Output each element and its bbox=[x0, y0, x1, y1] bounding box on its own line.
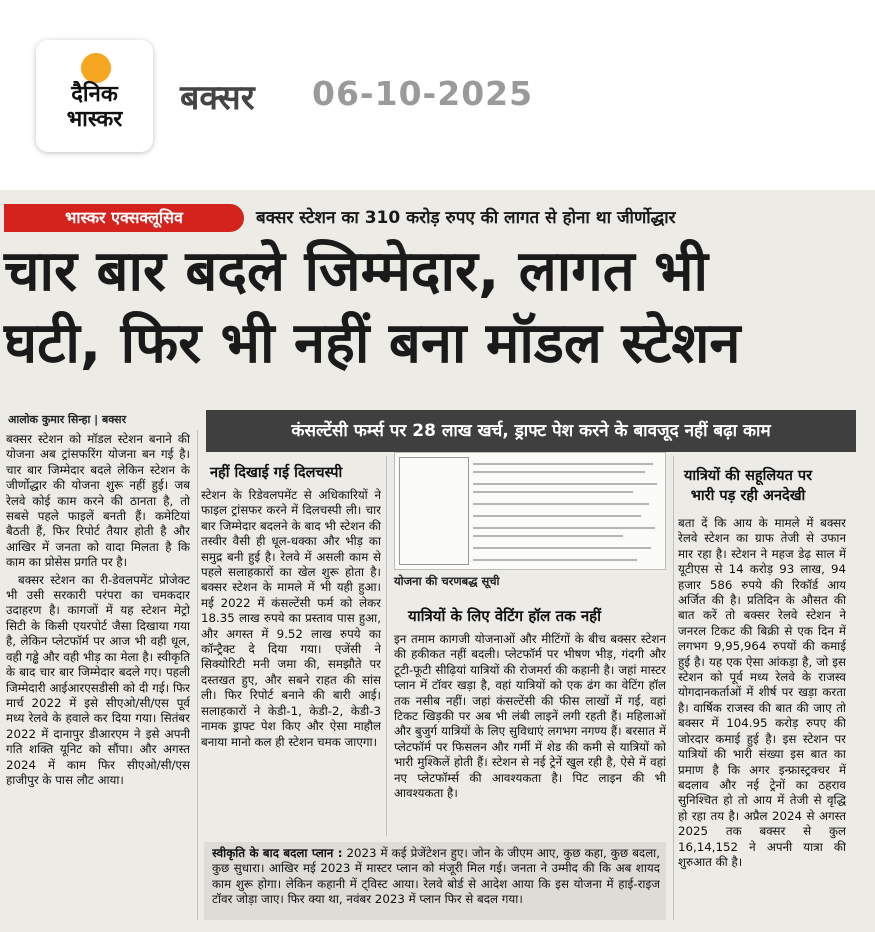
col3-heading: यात्रियों के लिए वेटिंग हॉल तक नहीं bbox=[408, 607, 602, 625]
exclusive-tag: भास्कर एक्सक्लूसिव bbox=[4, 204, 244, 232]
col4-heading-line-2: भारी पड़ रही अनदेखी bbox=[690, 488, 806, 504]
sun-icon bbox=[81, 53, 111, 83]
info-box-body: 2023 में कई प्रेजेंटेशन हुए। जोन के जीएम आए, कुछ कहा, कुछ बदला, कुछ सुधारा। आखिर मई 2023 में मास्टर प्लान को मंजूरी मिल गई। जनता ने उम्मीद की कि अब शायद काम शुरू होगा। लेकिन कहानी में ट्विस्ट आया। रेलवे बोर्ड से आदेश आया कि इस योजना में हाई-राइज टॉवर जोड़ा जाए। फिर क्या था, नवंबर 2023 में प्लान फिर से बदल गया। bbox=[212, 846, 660, 907]
logo-line-1: दैनिक bbox=[71, 82, 118, 107]
paragraph: बक्सर स्टेशन का री-डेवलपमेंट प्रोजेक्ट भी उसी सरकारी परंपरा का चमकदार उदाहरण है। कागजों में यह स्टेशन मेट्रो सिटी के किसी एयरपोर्ट जैसा दिखाया गया है, लेकिन प्लेटफॉर्म पर आज भी वही धूल, वही गड्ढे और वही भीड़ का मेला है। स्वीकृति के बाद चार बार जिम्मेदार बदले गए। पहली जिम्मेदारी आईआरएसडीसी को दी गई। फिर मार्च 2022 में इसे सीएओ/सी/एस पूर्व मध्य रेलवे के हवाले कर दिया गया। सितंबर 2022 में दानापुर डीआरएम ने इसे अपनी गति शक्ति यूनिट को सौंपा। और अगस्त 2024 में काम फिर सीएओ/सी/एस हाजीपुर के पास लौट आया। bbox=[6, 572, 190, 787]
logo-line-2: भास्कर bbox=[66, 107, 123, 132]
col4-heading-line-1: यात्रियों की सहूलियत पर bbox=[684, 468, 813, 484]
column-divider bbox=[197, 430, 198, 920]
paragraph: बक्सर स्टेशन को मॉडल स्टेशन बनाने की योजना अब ट्रांसफरिंग योजना बन गई है। चार बार जिम्मेदार बदले लेकिन स्टेशन के जीर्णोद्धार की योजना शुरू नहीं हुई। जब रेलवे कोई काम करने की ठानता है, तो सबसे पहले फाइलें बनती हैं। कमेटियां बैठती हैं, फिर रिपोर्ट तैयार होती है और आखिर में जनता को वादा मिलता है कि काम का प्रोसेस प्रगति पर है। bbox=[6, 432, 190, 570]
headline-line-2: घटी, फिर भी नहीं बना मॉडल स्टेशन bbox=[4, 311, 741, 376]
logo-wordmark bbox=[36, 82, 153, 132]
column-1 bbox=[6, 432, 190, 922]
city-label: बक्सर bbox=[180, 78, 255, 118]
paragraph: बता दें कि आय के मामले में बक्सर रेलवे स्टेशन का ग्राफ तेजी से उफान मार रहा है। स्टेशन ने महज डेढ़ साल में यूटीएस से 14 करोड़ 93 लाख, 94 हजार 586 रुपये की रिकॉर्ड आय अर्जित की है। प्रतिदिन के औसत की बात करें तो बक्सर रेलवे स्टेशन ने जनरल टिकट की बिक्री से एक दिन में लगभग 9,95,964 रुपयों की कमाई हुई है। यह एक ऐसा आंकड़ा है, जो इस स्टेशन को पूर्व मध्य रेलवे के राजस्व योगदानकर्ताओं में शीर्ष पर खड़ा करता है। वार्षिक राजस्व की बात की जाए तो बक्सर में 104.95 करोड़ रुपए की जोरदार कमाई हुई है। इस स्टेशन पर यात्रियों की भारी संख्या इस बात का प्रमाण है कि अगर इन्फ्रास्ट्रक्चर में बदलाव और नई ट्रेनों का ठहराव सुनिश्चित हो तो आय में तेजी से वृद्धि हो रहा तय है। अप्रैल 2024 से अगस्त 2025 तक बक्सर से कुल 16,14,152 ने अपनी यात्रा की शुरुआत की है। bbox=[678, 516, 846, 869]
column-4 bbox=[678, 516, 846, 920]
col2-heading: नहीं दिखाई गई दिलचस्पी bbox=[210, 465, 343, 481]
app-header bbox=[0, 0, 875, 190]
byline: आलोक कुमार सिन्हा | बक्सर bbox=[8, 413, 127, 426]
dainik-bhaskar-logo[interactable] bbox=[36, 40, 153, 152]
main-headline bbox=[4, 236, 864, 380]
column-divider bbox=[386, 456, 387, 836]
paragraph: इन तमाम कागजी योजनाओं और मीटिंगों के बीच बक्सर स्टेशन की हकीकत नहीं बदली। प्लेटफॉर्म पर भीषण भीड़, गंदगी और टूटी-फूटी सीढ़ियां यात्रियों की रोजमर्रा की कहानी है। जहां मास्टर प्लान में टॉवर खड़ा है, वहां यात्रियों को एक ढंग का वेटिंग हॉल तक नसीब नहीं। जहां कंसल्टेंसी की फीस लाखों में गई, वहां टिकट खिड़की पर अब भी लंबी लाइनें लगी रहती हैं। महिलाओं और बुजुर्ग यात्रियों के लिए सुविधाएं लगभग नगण्य हैं। बरसात में प्लेटफॉर्म पर फिसलन और गर्मी में शेड की कमी से यात्रियों को भारी मुश्किलें होती हैं। स्टेशन से नई ट्रेनें खुल रही है, ऐसे में वहां नए प्लेटफॉर्म्स की आवश्यकता है। पिट लाइन की भी आवश्यकता है। bbox=[394, 632, 666, 801]
subheadline-banner: कंसल्टेंसी फर्म्स पर 28 लाख खर्च, ड्राफ्ट पेश करने के बावजूद नहीं बढ़ा काम bbox=[206, 410, 856, 452]
info-box bbox=[204, 842, 666, 920]
headline-line-1: चार बार बदले जिम्मेदार, लागत भी bbox=[4, 239, 709, 304]
plan-document-image[interactable] bbox=[394, 452, 666, 570]
kicker-line: बक्सर स्टेशन का 310 करोड़ रुपए की लागत से होना था जीर्णोद्धार bbox=[256, 208, 676, 228]
info-box-text bbox=[212, 846, 660, 918]
column-3 bbox=[394, 632, 666, 836]
col4-heading bbox=[684, 466, 812, 506]
date-label: 06-10-2025 bbox=[312, 74, 534, 113]
paragraph: स्टेशन के रिडेवलपमेंट से अधिकारियों ने फाइल ट्रांसफर करने में दिलचस्पी ली। चार बार जिम्मेदार बदलने के बाद भी स्टेशन की तस्वीर वैसी ही धूल-धक्का और भीड़ का समुद्र बनी हुई है। रेलवे में असली काम से पहले सलाहकारों का खेल शुरू होता है। बक्सर स्टेशन के मामले में भी यही हुआ। मई 2022 में कंसल्टेंसी फर्म को लेकर 18.35 लाख रुपये का प्रस्ताव पास हुआ, और अगस्त में 9.52 लाख रुपये का कॉन्ट्रैक्ट दे दिया गया। एजेंसी ने सिक्योरिटी मनी जमा की, समझौते पर दस्तखत हुए, और सबने राहत की सांस ली। फिर रिपोर्ट बनाने की बारी आई। सलाहकारों ने केडी-1, केडी-2, केडी-3 नामक ड्राफ्ट पेश किए और ऐसा माहौल बनाया मानो कल ही स्टेशन चमक जाएगा। bbox=[201, 488, 381, 749]
column-2 bbox=[201, 488, 381, 836]
info-box-heading: स्वीकृति के बाद बदला प्लान : bbox=[212, 846, 343, 860]
image-caption: योजना की चरणबद्ध सूची bbox=[394, 574, 500, 588]
column-divider bbox=[673, 456, 674, 920]
document-table bbox=[399, 457, 469, 565]
